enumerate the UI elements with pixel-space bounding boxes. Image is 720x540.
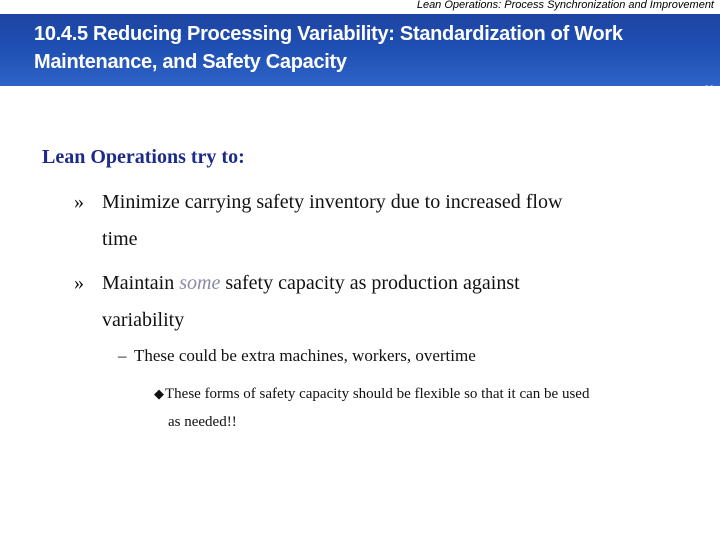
bullet-safety-capacity [74,265,674,339]
sub-sub-bullet-flexible [154,380,694,436]
lead-heading: Lean Operations try to: [42,146,245,168]
slide-title-line2: Maintenance, and Safety Capacity [34,51,347,73]
diamond-bullet-icon: ◆ [154,386,164,401]
slide-title-line1: 10.4.5 Reducing Processing Variability: Standardization of Work [34,23,623,45]
sub-bullet-extra-resources [118,346,698,366]
sub-bullet-text: These could be extra machines, workers, overtime [134,346,476,365]
running-title: Lean Operations: Process Synchronization and Improvement [416,0,714,11]
bullet-text-pre: Maintain [102,272,175,294]
sub-sub-bullet-text: These forms of safety capacity should be flexible so that it can be used [165,386,590,402]
bullet-text-continued: time [102,228,138,250]
bullet-text: Minimize carrying safety inventory due to increased flow [102,191,563,213]
sub-sub-bullet-text-continued: as needed!! [168,414,237,430]
slide-title [34,20,704,76]
emphasis-word: some [179,272,221,294]
bullet-text-post: safety capacity as production against [225,272,520,294]
bullet-minimize-inventory [74,184,674,258]
dash-marker: – [118,346,127,365]
page-number: 28 [703,84,714,94]
bullet-marker: » [74,272,84,294]
bullet-text-continued: variability [102,309,185,331]
bullet-marker: » [74,191,84,213]
